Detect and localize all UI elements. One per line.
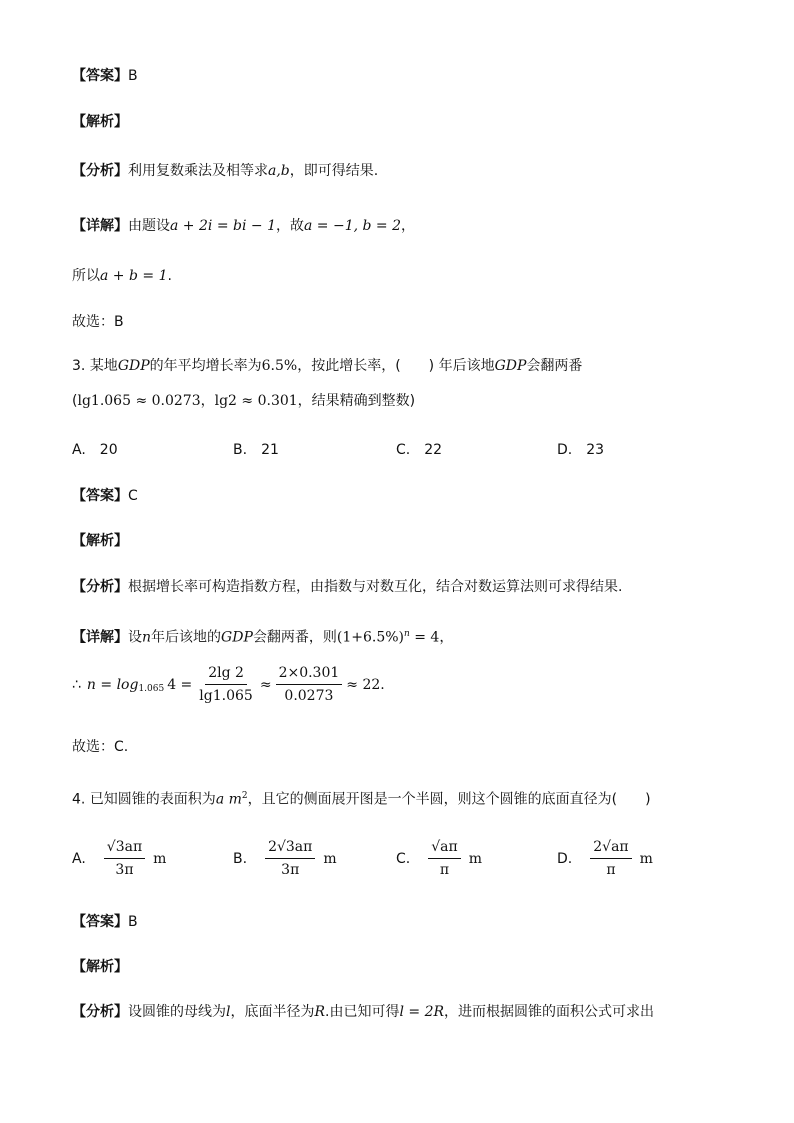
q3-option-d[interactable]: D. 23: [557, 442, 605, 458]
fenxi-4: 【分析】设圆锥的母线为l，底面半径为R.由已知可得l = 2R，进而根据圆锥的面积公式可求出: [72, 1004, 655, 1020]
fenxi-1: 【分析】利用复数乘法及相等求a,b，即可得结果.: [72, 163, 379, 179]
fenxi-3: 【分析】根据增长率可构造指数方程，由指数与对数互化，结合对数运算法则可求得结果.: [72, 579, 623, 595]
q4-option-c[interactable]: C. $\frac{√a\pi}{\pi}$ m: [396, 839, 482, 878]
q3-option-c[interactable]: C. 22: [396, 442, 443, 458]
fraction-1: $\frac{2\lg 2}{\lg 1.065}$: [199, 665, 253, 704]
choice-1: 故选：B: [72, 314, 124, 330]
answer-label: 【答案】: [72, 68, 128, 84]
answer-1: [72, 66, 734, 86]
derivation-3: ∴ n = log $_{1.065}$ 4 = $\frac{2\lg 2}{\lg 1.065}$ ≈ $\frac{2\times 0.301}{0.0273}$ ≈ 22.: [72, 665, 385, 704]
q4-option-a[interactable]: A. $\frac{√3a\pi}{3\pi}$ m: [72, 839, 167, 878]
analysis-heading-4: 【解析】: [72, 959, 128, 975]
question-3: 3. 某地GDP的年平均增长率为6.5%，按此增长率，( ) 年后该地GDP会翻两番: [72, 358, 583, 374]
xiangjie-1: 【详解】由题设a + 2i = bi − 1，故a = −1, b = 2，: [72, 218, 415, 234]
q3-option-b[interactable]: B. 21: [233, 442, 279, 458]
q3-option-a[interactable]: A. 20: [72, 442, 118, 458]
answer-4: 【答案】B: [72, 914, 138, 930]
question-4: 4. 已知圆锥的表面积为a $m^2$，且它的侧面展开图是一个半圆，则这个圆锥的底面直径为( ): [72, 791, 651, 808]
suoyi-line: 所以a + b = 1.: [72, 268, 172, 284]
q4-option-b[interactable]: B. $\frac{2√3a\pi}{3\pi}$ m: [233, 839, 337, 878]
question-3-hint: (lg1.065 ≈ 0.0273，lg2 ≈ 0.301，结果精确到整数): [72, 393, 416, 409]
analysis-heading-1: 【解析】: [72, 114, 128, 130]
xiangjie-3: 【详解】设n年后该地的GDP会翻两番，则$(1+6.5\%)^n = 4$，: [72, 629, 454, 646]
answer-3: 【答案】C: [72, 488, 138, 504]
choice-3: 故选：C.: [72, 739, 129, 755]
q4-option-d[interactable]: D. $\frac{2√a\pi}{\pi}$ m: [557, 839, 653, 878]
answer-value: B: [128, 68, 138, 84]
analysis-heading-3: 【解析】: [72, 533, 128, 549]
fraction-2: $\frac{2\times 0.301}{0.0273}$: [276, 664, 343, 705]
